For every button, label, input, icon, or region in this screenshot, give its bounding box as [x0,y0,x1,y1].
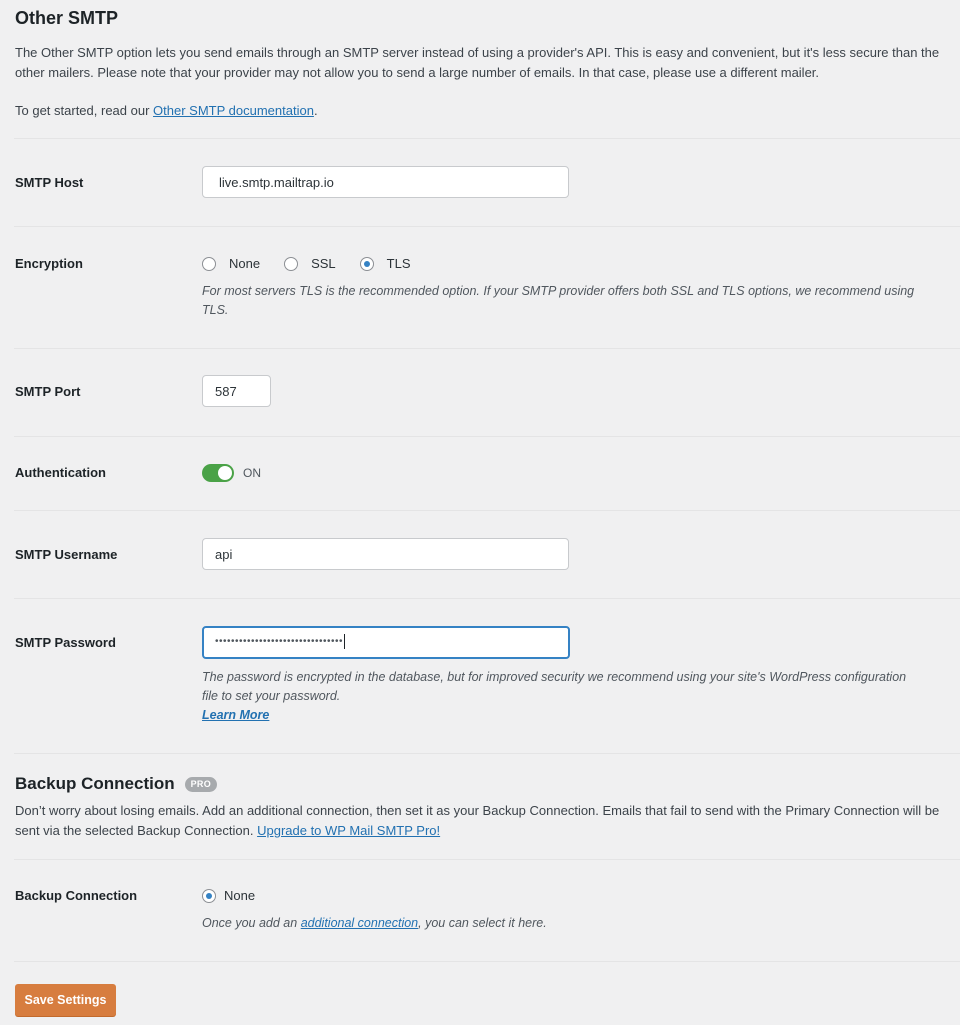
encryption-option-ssl[interactable]: SSL [284,256,336,271]
additional-connection-link[interactable]: additional connection [300,916,419,930]
upgrade-link[interactable]: Upgrade to WP Mail SMTP Pro! [257,823,441,838]
divider [14,510,960,511]
smtp-port-input[interactable] [202,375,271,407]
learn-more-link[interactable]: Learn More [202,708,270,722]
divider [14,859,960,860]
backup-description: Don’t worry about losing emails. Add an additional connection, then set it as your Backup Connection. Emails that fail to send with the Primary Connection will be sent via the selected Backup Connection. Upgrade to WP Mail SMTP Pro! [15,803,940,838]
authentication-label: Authentication [15,465,106,480]
authentication-toggle[interactable] [202,464,234,482]
radio-backup-none[interactable] [202,889,216,903]
smtp-host-label: SMTP Host [15,175,84,190]
text-cursor [344,634,345,649]
description-text: The Other SMTP option lets you send emails through an SMTP server instead of using a provider's API. This is easy and convenient, but it's less secure than the other mailers. Please note that your provider may not allow you to send a large number of emails. In that case, please use a different mailer. [15,45,940,80]
divider [14,348,960,349]
encryption-option-none[interactable]: None [202,256,260,271]
smtp-username-input[interactable] [202,538,569,570]
password-help-text: The password is encrypted in the database, but for improved security we recommend using your site's WordPress configuration file to set your password. [202,670,907,703]
smtp-port-label: SMTP Port [15,384,81,399]
divider [14,436,960,437]
smtp-username-label: SMTP Username [15,547,118,562]
divider [14,598,960,599]
encryption-help-text: For most servers TLS is the recommended option. If your SMTP provider offers both SSL and TLS options, we recommend using TLS. [202,284,915,317]
radio-ssl[interactable] [284,257,298,271]
backup-connection-radio-group [202,888,279,903]
backup-connection-label: Backup Connection [15,888,138,903]
save-settings-button[interactable]: Save Settings [15,984,116,1016]
backup-section-title: Backup Connection PRO [15,773,217,795]
get-started-text: To get started, read our Other SMTP documentation. [15,103,318,118]
backup-help: Once you add an additional connection, you can select it here. [202,916,547,930]
divider [14,961,960,962]
smtp-password-input[interactable]: •••••••••••••••••••••••••••••••• [202,626,570,659]
smtp-host-input[interactable] [202,166,569,198]
radio-tls[interactable] [360,257,374,271]
encryption-label: Encryption [15,256,83,271]
section-description [15,43,945,121]
pro-badge: PRO [185,777,217,792]
password-help [202,668,922,725]
encryption-option-tls[interactable]: TLS [360,256,411,271]
encryption-radio-group [202,256,435,271]
backup-option-none[interactable]: None [202,888,255,903]
smtp-password-label: SMTP Password [15,635,116,650]
radio-none[interactable] [202,257,216,271]
authentication-toggle-wrap [202,464,261,482]
authentication-state: ON [243,466,261,480]
divider [14,138,960,139]
divider [14,226,960,227]
section-title: Other SMTP [15,8,119,28]
divider [14,753,960,754]
documentation-link[interactable]: Other SMTP documentation [153,103,314,118]
